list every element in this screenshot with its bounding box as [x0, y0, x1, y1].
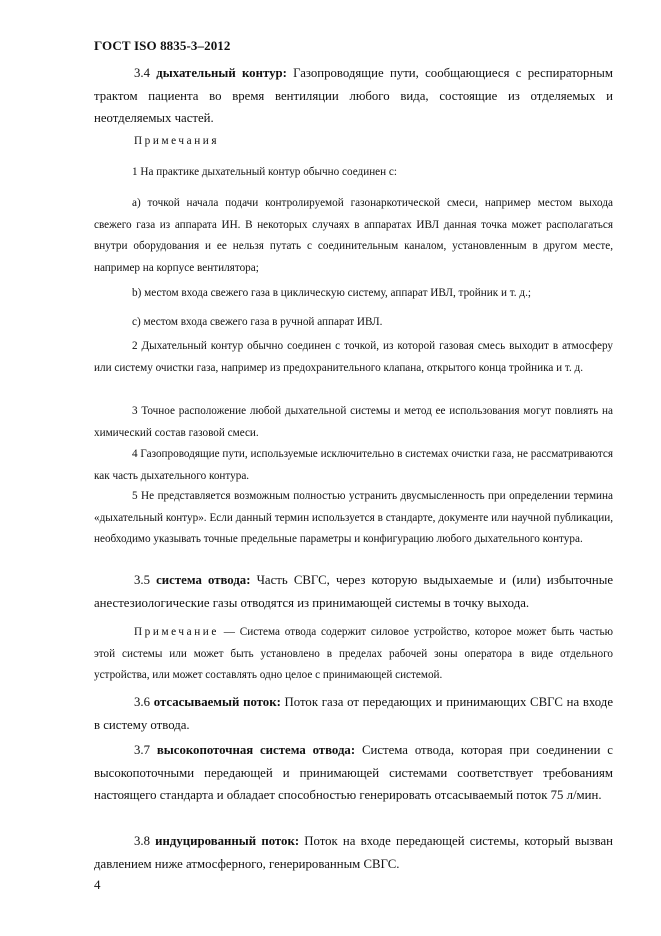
term: высокопоточная система отвода:: [156, 743, 356, 757]
term: индуцированный поток:: [155, 834, 300, 848]
clause-number: 3.5: [134, 573, 150, 587]
note-1: 1 На практике дыхательный контур обычно соединен с:: [132, 166, 398, 178]
term: отсасываемый поток:: [153, 695, 281, 709]
note-2: 2 Дыхательный контур обычно соединен с точкой, из которой газовая смесь выходит в атмосферу или систему очистки газа, например из предохранительного клапана, открытого конца тройника и т. д.: [94, 340, 613, 374]
page-number: 4: [94, 877, 101, 892]
clause-number: 3.4: [134, 66, 150, 80]
note-1c: c) местом входа свежего газа в ручной аппарат ИВЛ.: [132, 316, 383, 328]
note-1a: a) точкой начала подачи контролируемой газонаркотической смеси, например местом выхода свежего газа из аппарата ИН. В некоторых случаях в аппаратах ИВЛ данная точка может располагаться внутри оборудования и ее нельзя путать с соединительным каналом, установленным в другом месте, например на корпусе вентилятора;: [94, 197, 613, 274]
definition: Поток на входе передающей системы, который вызван давлением ниже атмосферного, генерированным СВГС.: [94, 834, 613, 871]
standard-header: ГОСТ ISO 8835-3–2012: [94, 38, 231, 53]
term: дыхательный контур:: [156, 66, 287, 80]
notes-heading: Примечания: [134, 135, 220, 147]
term: система отвода:: [156, 573, 251, 587]
clause-number: 3.7: [134, 743, 150, 757]
clause-number: 3.6: [134, 695, 150, 709]
clause-3-7: [94, 739, 613, 807]
note-label: Примечание: [134, 626, 219, 638]
definition: Часть СВГС, через которую выдыхаемые и (или) избыточные анестезиологические газы отводятся из принимающей системы в точку выхода.: [94, 573, 614, 610]
note-text: — Система отвода содержит силовое устройство, которое может быть частью этой системы или может быть установлено в пределах рабочей зоны оператора в виде отдельного устройства, или может составлять одно целое с принимающей системой.: [94, 626, 613, 681]
note-5: 5 Не представляется возможным полностью устранить двусмысленность при определении термина «дыхательный контур». Если данный термин используется в стандарте, документе или научной публикации, необходимо указывать точные предельные параметры и конфигурацию любого дыхательного контура.: [94, 490, 613, 545]
definition: Газопроводящие пути, сообщающиеся с респираторным трактом пациента во время вентиляции любого вида, состоящие из отделяемых и неотделяемых частей.: [94, 66, 613, 126]
clause-3-4: [94, 62, 613, 130]
clause-3-6: [94, 691, 613, 736]
note-3-5: [94, 622, 613, 687]
note-1b: b) местом входа свежего газа в циклическую систему, аппарат ИВЛ, тройник и т. д.;: [132, 287, 531, 299]
note-4: 4 Газопроводящие пути, используемые исключительно в системах очистки газа, не рассматриваются как часть дыхательного контура.: [94, 448, 613, 482]
clause-3-5: [94, 569, 613, 614]
note-3: 3 Точное расположение любой дыхательной системы и метод ее использования могут повлиять на химический состав газовой смеси.: [94, 405, 613, 439]
clause-number: 3.8: [134, 834, 150, 848]
definition: Поток газа от передающих и принимающих СВГС на входе в систему отвода.: [94, 695, 613, 732]
clause-3-8: [94, 830, 613, 875]
definition: Система отвода, которая при соединении с высокопоточными передающей и принимающей системами соответствует требованиям настоящего стандарта и обладает способностью генерировать отсасываемый поток 75 л/мин.: [94, 743, 613, 803]
